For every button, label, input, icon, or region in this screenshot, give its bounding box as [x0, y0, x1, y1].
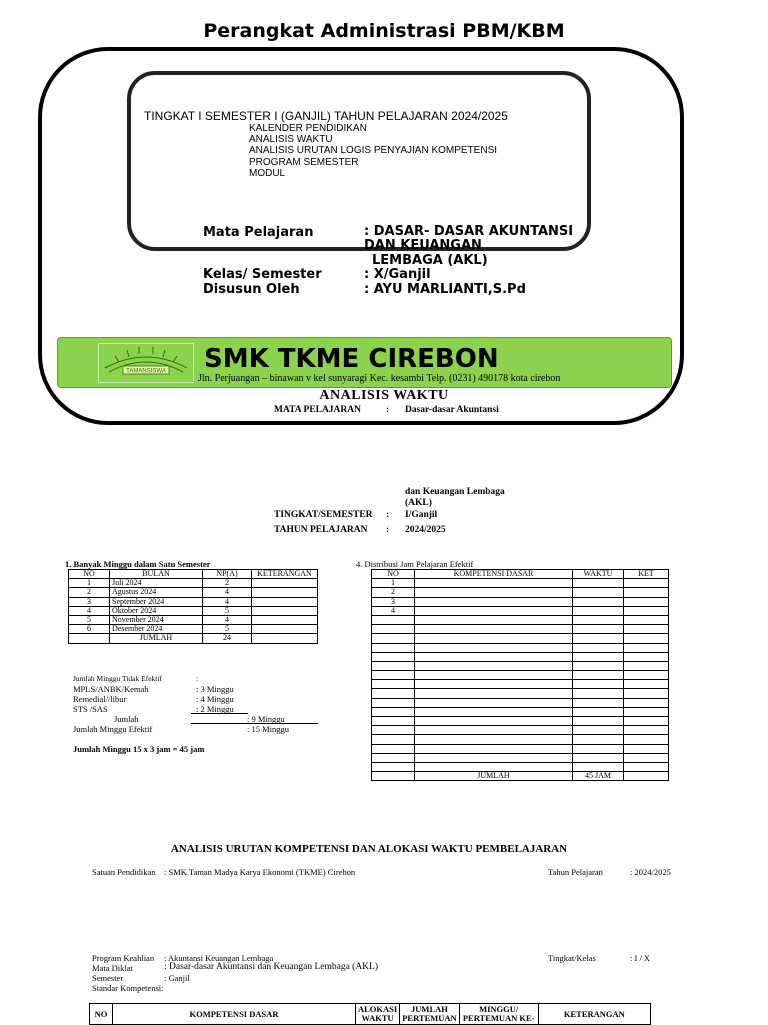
table-row: [372, 652, 669, 661]
minggu-table: [68, 569, 318, 644]
mpls-label: MPLS/ANBK/Kemah: [73, 684, 149, 694]
table-row: [372, 671, 669, 680]
col-kompetensi: KOMPETENSI DASAR: [113, 1004, 356, 1025]
table-row: 6 Desember 2024 5: [69, 625, 318, 634]
diklat-value: : Dasar-dasar Akuntansi dan Keuangan Lembaga (AKL): [164, 962, 379, 972]
table-row: [372, 680, 669, 689]
col-alokasi: ALOKASI WAKTU: [356, 1004, 400, 1025]
standar-label: Standar Kompetensi: [92, 983, 162, 993]
tp-colon: :: [386, 525, 390, 535]
table-row: [372, 698, 669, 707]
table-total-row: JUMLAH 24: [69, 634, 318, 643]
table-row: 2 Agustus 2024 4: [69, 588, 318, 597]
disusun-value: : AYU MARLIANTI,S.Pd: [364, 282, 526, 297]
mapel-value: : DASAR- DASAR AKUNTANSI DAN KEUANGAN: [364, 224, 574, 253]
table-row: [372, 689, 669, 698]
table-row: [372, 634, 669, 643]
jumlah-value: : 9 Minggu: [247, 714, 285, 724]
minggu-caption: 1. Banyak Minggu dalam Satu Semester: [65, 559, 211, 569]
tahun-value: : 2024/2025: [630, 867, 671, 877]
sts-value: : 2 Minggu: [196, 704, 234, 714]
semester-label: Semester: [92, 973, 124, 983]
urutan-heading: ANALISIS URUTAN KOMPETENSI DAN ALOKASI WAKTU PEMBELAJARAN: [170, 843, 568, 855]
school-logo: [98, 343, 194, 383]
kelas-label: Kelas/ Semester: [203, 267, 322, 282]
col-bulan: BULAN: [110, 570, 203, 579]
page-title: Perangkat Administrasi PBM/KBM: [203, 20, 565, 42]
table-row: 5 November 2024 4: [69, 615, 318, 624]
col-no: NO: [372, 570, 415, 579]
col-keterangan: KETERANGAN: [252, 570, 318, 579]
sts-label: STS /SAS: [73, 704, 108, 714]
table-row: 3 September 2024 4: [69, 597, 318, 606]
analisis-heading: ANALISIS WAKTU: [319, 388, 449, 403]
mpls-value: : 3 Minggu: [196, 684, 234, 694]
document-item: KALENDER PENDIDIKAN: [249, 123, 367, 134]
document-item: ANALISIS URUTAN LOGIS PENYAJIAN KOMPETENSI: [249, 145, 498, 157]
table-total-row: JUMLAH 45 JAM: [372, 772, 669, 781]
col-minggu: MINGGU/ PERTEMUAN KE-: [459, 1004, 538, 1025]
table-row: [372, 707, 669, 716]
prog-value: : Akuntansi Keuangan Lembaga: [164, 953, 274, 963]
remedial-value: : 4 Minggu: [196, 694, 234, 704]
remedial-label: Remedial//libur: [73, 694, 127, 704]
jumlah-label: Jumlah: [114, 714, 139, 724]
table-row: [372, 661, 669, 670]
kelas-value: : X/Ganjil: [364, 267, 431, 282]
logo-text: TAMANSISWA: [126, 368, 166, 375]
document-item: PROGRAM SEMESTER: [249, 156, 359, 168]
prog-label: Program Keahlian: [92, 953, 155, 963]
mapel-value-2: LEMBAGA (AKL): [372, 253, 488, 268]
document-item: ANALISIS WAKTU: [249, 134, 333, 146]
disusun-label: Disusun Oleh: [203, 282, 300, 297]
col-waktu: WAKTU: [573, 570, 624, 579]
table-row: [372, 717, 669, 726]
efektif-label: Jumlah Minggu Efektif: [73, 724, 153, 734]
table-row: [372, 625, 669, 634]
col-jumlah-pertemuan: JUMLAH PERTEMUAN: [400, 1004, 459, 1025]
table-row: 3: [372, 597, 669, 606]
col-np: NP(A): [203, 570, 252, 579]
mapel-label: Mata Pelajaran: [203, 225, 314, 240]
table-row: 2: [372, 588, 669, 597]
semester-value: : Ganjil: [164, 973, 190, 983]
satuan-label: Satuan Pendidikan: [92, 867, 156, 877]
standar-value: :: [161, 983, 164, 993]
table-row: 1: [372, 579, 669, 588]
diklat-label: Mata Diklat: [92, 963, 133, 973]
col-no: NO: [69, 570, 110, 579]
tidak-efektif-colon: :: [196, 674, 199, 683]
ts-colon: :: [386, 510, 390, 520]
ts-value: I/Ganjil: [405, 510, 438, 520]
mp-value: Dasar-dasar Akuntansi: [405, 405, 499, 415]
col-ket: KET: [624, 570, 669, 579]
distribusi-table: [371, 569, 669, 781]
sum-line: [191, 713, 248, 714]
ts-label: TINGKAT/SEMESTER: [274, 510, 373, 520]
satuan-value: : SMK Taman Madya Karya Ekonomi (TKME) Cirebon: [164, 867, 356, 877]
distribusi-caption: 4. Distribusi Jam Pelajaran Efektif: [356, 559, 474, 569]
calc-line: Jumlah Minggu 15 x 3 jam = 45 jam: [73, 744, 205, 754]
tahun-label: Tahun Pelajaran: [548, 867, 603, 877]
table-row: [372, 726, 669, 735]
urutan-table: [89, 1003, 651, 1025]
table-row: [372, 753, 669, 762]
table-row: [372, 735, 669, 744]
mp-value-2: dan Keuangan Lembaga: [405, 487, 505, 497]
mp-value-3: (AKL): [405, 498, 432, 508]
tp-label: TAHUN PELAJARAN: [274, 525, 368, 535]
table-row: [372, 615, 669, 624]
document-list: [249, 123, 497, 179]
mp-label: MATA PELAJARAN: [274, 405, 361, 415]
school-name: SMK TKME CIREBON: [204, 344, 499, 374]
table-row: 4 Oktober 2024 5: [69, 606, 318, 615]
level-heading: TINGKAT I SEMESTER I (GANJIL) TAHUN PELAJARAN 2024/2025: [144, 109, 508, 123]
table-row: [372, 762, 669, 771]
col-kompetensi: KOMPETENSI DASAR: [415, 570, 573, 579]
table-row: 4: [372, 606, 669, 615]
table-row: [372, 643, 669, 652]
tidak-efektif-label: Jumlah Minggu Tidak Efektif: [73, 674, 162, 683]
tingkat-value: : I / X: [630, 953, 651, 963]
table-row: [372, 744, 669, 753]
tp-value: 2024/2025: [405, 525, 446, 535]
mp-colon: :: [386, 405, 390, 415]
school-address: Jln. Perjuangan – binawan v kel sunyaragi Kec. kesambi Telp. (0231) 490178 kota cirebon: [198, 373, 561, 384]
col-no: NO: [90, 1004, 113, 1025]
document-item: MODUL: [249, 167, 286, 179]
efektif-value: : 15 Minggu: [247, 724, 290, 734]
col-keterangan: KETERANGAN: [538, 1004, 650, 1025]
table-row: 1 Juli 2024 2: [69, 579, 318, 588]
tingkat-label: Tingkat/Kelas: [548, 953, 596, 963]
